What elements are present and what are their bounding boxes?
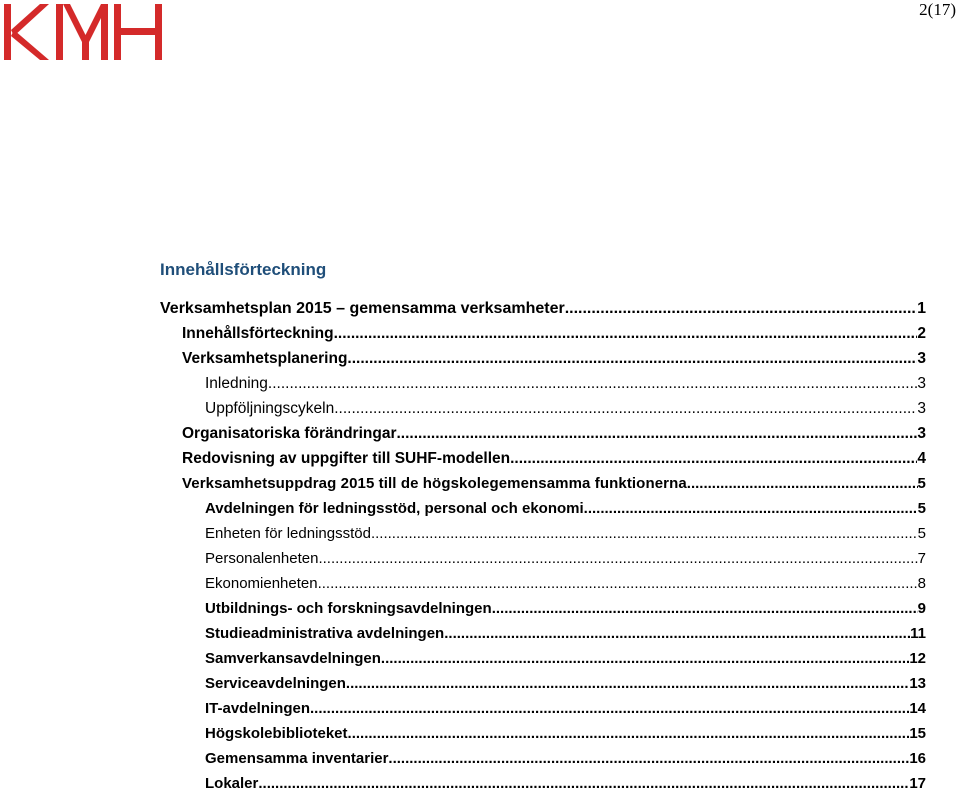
toc-dot-leader <box>258 771 909 796</box>
toc-entry[interactable] <box>160 771 926 796</box>
toc-entry-title: Redovisning av uppgifter till SUHF-modellen <box>182 450 511 467</box>
toc-dot-leader <box>396 421 917 446</box>
toc-entry[interactable] <box>160 671 926 696</box>
toc-entry[interactable] <box>160 746 926 771</box>
toc-dot-leader <box>346 671 909 696</box>
toc-dot-leader <box>584 496 918 521</box>
toc-dot-leader <box>348 721 910 746</box>
toc-entry-title: Personalenheten <box>205 550 319 567</box>
toc-entry-title: Inledning <box>205 375 268 392</box>
toc-entry-title: Organisatoriska förändringar <box>182 425 397 442</box>
toc-entry[interactable] <box>160 621 926 646</box>
toc-entry[interactable] <box>160 396 926 421</box>
toc-dot-leader <box>371 521 918 546</box>
toc-heading: Innehållsförteckning <box>160 260 327 279</box>
toc-entry-page: 16 <box>909 750 926 767</box>
toc-dot-leader <box>310 696 909 721</box>
toc-entry-title: Studieadministrativa avdelningen <box>205 625 445 642</box>
toc-dot-leader <box>565 296 917 321</box>
toc-entry-title: Samverkansavdelningen <box>205 650 381 667</box>
toc-entry-page: 13 <box>909 675 926 692</box>
toc-entry-page: 3 <box>917 350 926 367</box>
toc-dot-leader <box>318 546 917 571</box>
toc-entry-title: Verksamhetsplan 2015 – gemensamma verksamheter <box>160 300 565 317</box>
toc-entry-title: Avdelningen för ledningsstöd, personal och ekonomi <box>205 500 584 517</box>
toc-entry-title: Högskolebiblioteket <box>205 725 348 742</box>
toc-entry-title: Gemensamma inventarier <box>205 750 389 767</box>
toc-entry-page: 9 <box>917 600 926 617</box>
toc-entry-title: Utbildnings- och forskningsavdelningen <box>205 600 492 617</box>
toc-entry-title: IT-avdelningen <box>205 700 311 717</box>
toc-entry[interactable] <box>160 346 926 371</box>
toc-entry[interactable] <box>160 296 926 321</box>
toc-entry-page: 3 <box>917 400 926 417</box>
toc-dot-leader <box>318 571 918 596</box>
toc-dot-leader <box>334 321 918 346</box>
toc-entry-page: 5 <box>917 500 926 517</box>
toc-entry[interactable] <box>160 496 926 521</box>
toc-dot-leader <box>492 596 918 621</box>
toc-entry-title: Serviceavdelningen <box>205 675 346 692</box>
toc-entry[interactable] <box>160 321 926 346</box>
toc-entry-page: 14 <box>909 700 926 717</box>
toc-entry-page: 5 <box>917 525 926 542</box>
toc-entry-page: 8 <box>917 575 926 592</box>
kmh-logo <box>0 0 164 64</box>
toc-entry-title: Uppföljningscykeln <box>205 400 335 417</box>
toc-entry-title: Verksamhetsplanering <box>182 350 348 367</box>
toc-entry-page: 3 <box>917 425 926 442</box>
toc-entry-title: Lokaler <box>205 775 259 792</box>
toc-entry[interactable] <box>160 546 926 571</box>
toc-entry-page: 1 <box>917 300 926 317</box>
toc-entry-title: Ekonomienheten <box>205 575 318 592</box>
toc-entry[interactable] <box>160 446 926 471</box>
toc-entry-page: 3 <box>917 375 926 392</box>
toc-entry-page: 11 <box>910 625 926 642</box>
toc-entry[interactable] <box>160 371 926 396</box>
toc-entry-page: 7 <box>917 550 926 567</box>
toc-entry-page: 2 <box>917 325 926 342</box>
toc-dot-leader <box>687 471 918 496</box>
toc-entry-title: Innehållsförteckning <box>182 325 334 342</box>
toc-entry-title: Verksamhetsuppdrag 2015 till de högskolegemensamma funktionerna <box>182 475 687 492</box>
toc-entry-title: Enheten för ledningsstöd <box>205 525 371 542</box>
toc-entry[interactable] <box>160 646 926 671</box>
toc-entry[interactable] <box>160 521 926 546</box>
toc-dot-leader <box>510 446 917 471</box>
toc-entry[interactable] <box>160 471 926 496</box>
toc-entry[interactable] <box>160 721 926 746</box>
table-of-contents <box>160 296 926 796</box>
toc-dot-leader <box>334 396 917 421</box>
toc-dot-leader <box>388 746 909 771</box>
toc-entry-page: 12 <box>909 650 926 667</box>
toc-dot-leader <box>347 346 917 371</box>
toc-entry[interactable] <box>160 421 926 446</box>
toc-entry-page: 15 <box>909 725 926 742</box>
toc-entry[interactable] <box>160 571 926 596</box>
toc-entry[interactable] <box>160 696 926 721</box>
toc-entry-page: 5 <box>917 475 926 492</box>
toc-entry-page: 17 <box>909 775 926 792</box>
toc-entry[interactable] <box>160 596 926 621</box>
toc-dot-leader <box>381 646 909 671</box>
toc-dot-leader <box>268 371 917 396</box>
page-number: 2(17) <box>919 0 956 19</box>
toc-entry-page: 4 <box>917 450 926 467</box>
toc-dot-leader <box>444 621 910 646</box>
